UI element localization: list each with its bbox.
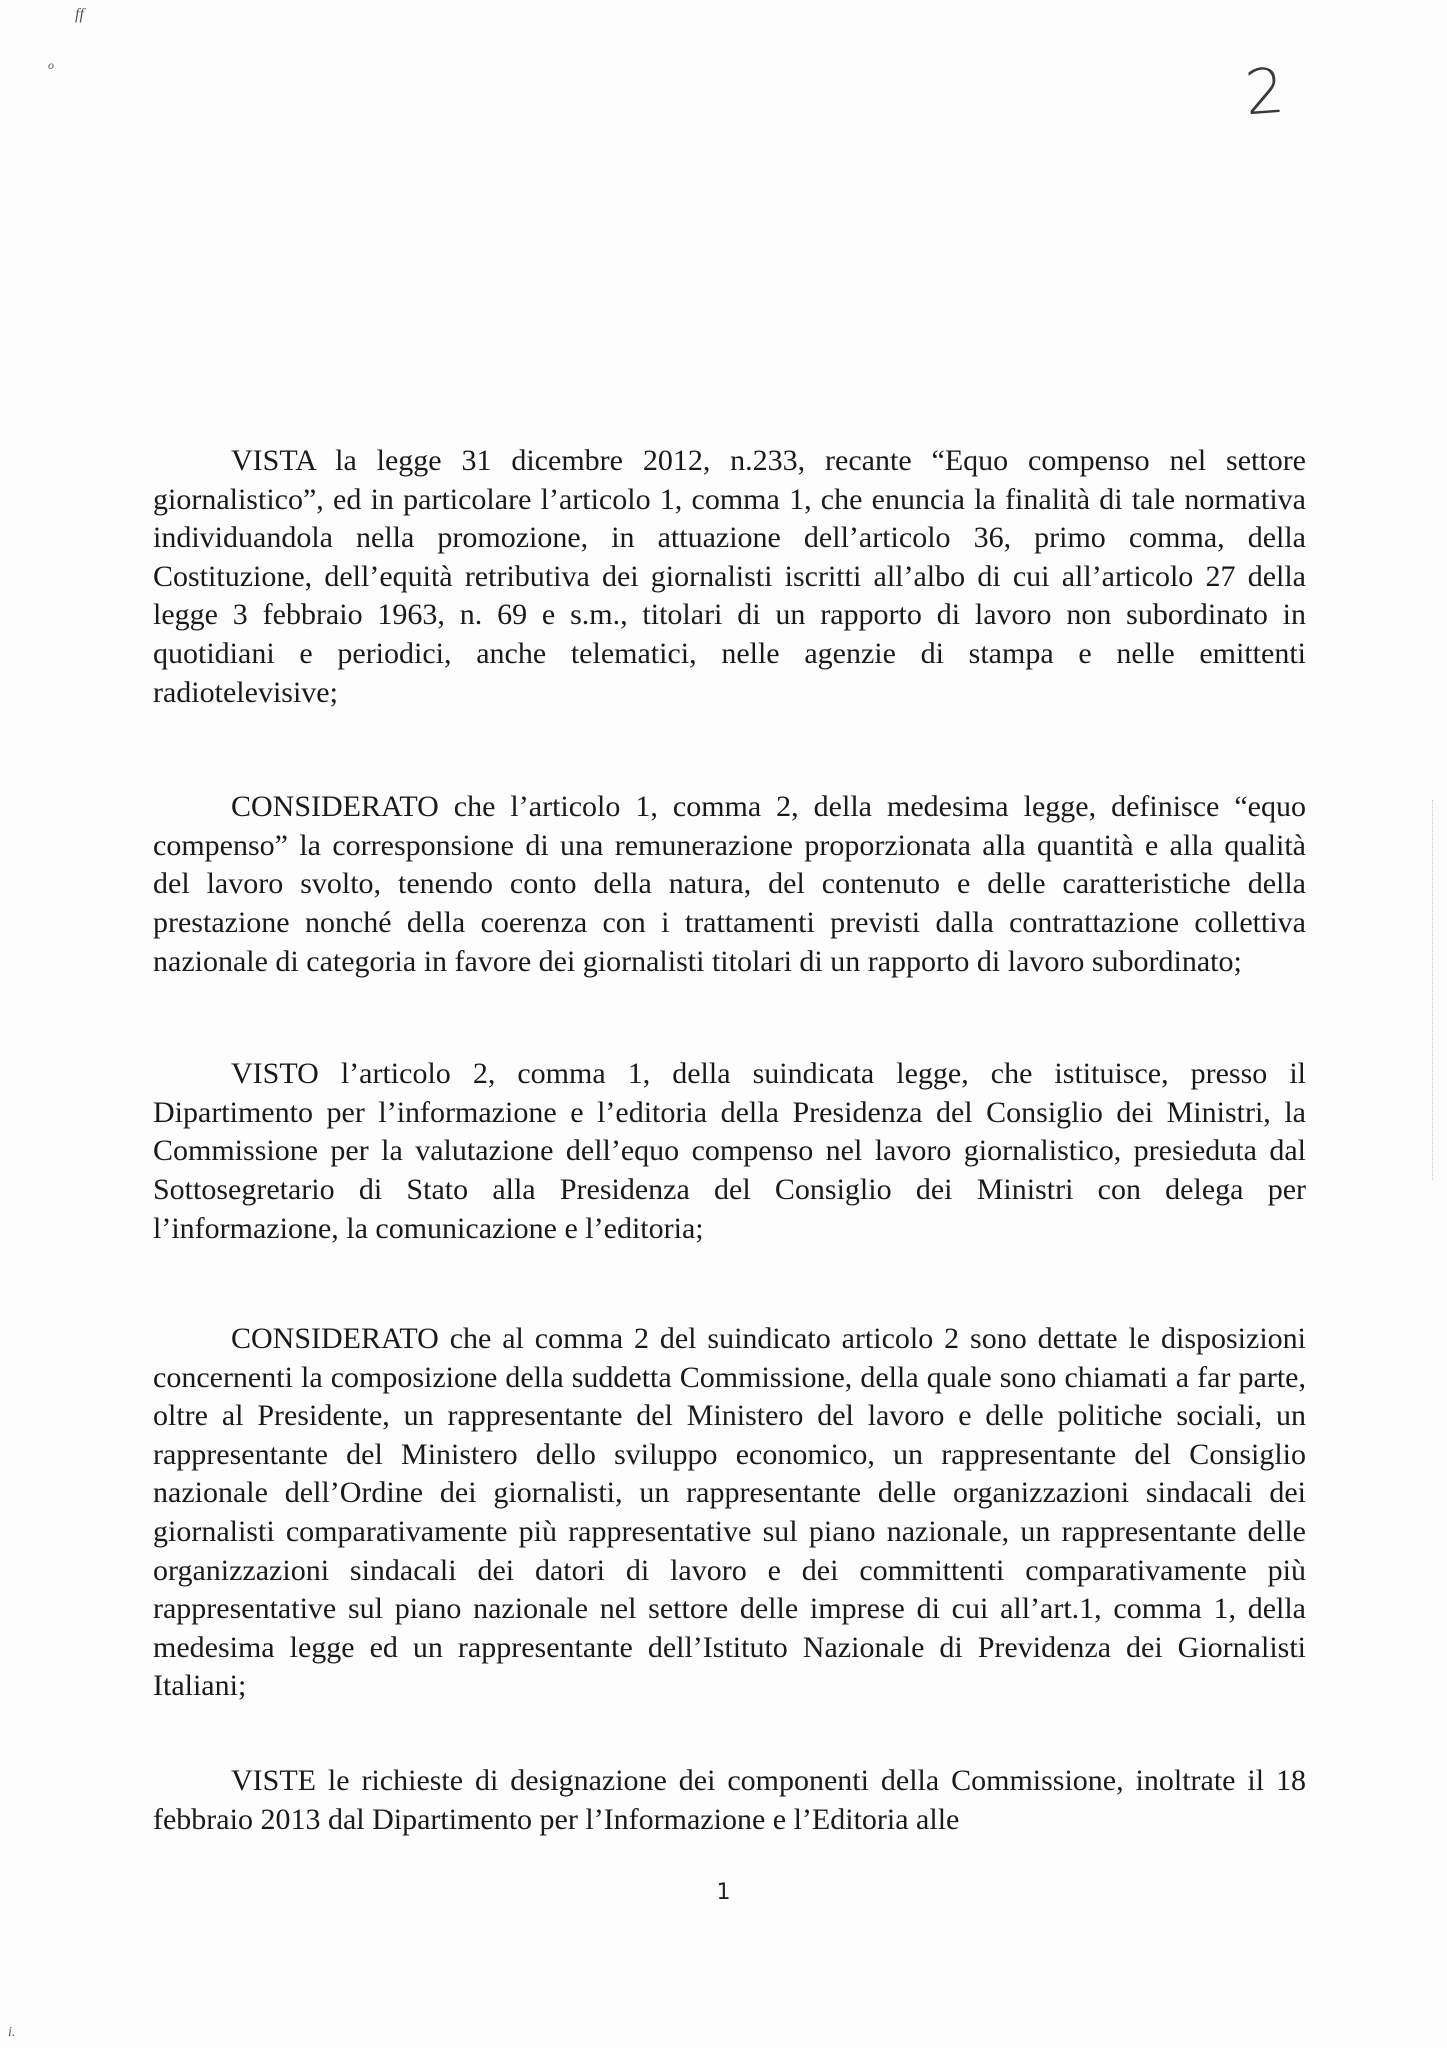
paragraph-visto-articolo-2: VISTO l’articolo 2, comma 1, della suindicata legge, che istituisce, presso il Dipartimento per l’informazione e l’editoria della Presidenza del Consiglio dei Ministri, la Commissione per la valutazione dell’equo compenso nel lavoro giornalistico, presieduta dal Sottosegretario di Stato alla Presidenza del Consiglio dei Ministri con delega per l’informazione, la comunicazione e l’editoria; bbox=[153, 1057, 1306, 1245]
paragraph-considerato-commissione: CONSIDERATO che al comma 2 del suindicato articolo 2 sono dettate le disposizioni concernenti la composizione della suddetta Commissione, della quale sono chiamati a far parte, oltre al Presidente, un rappresentante del Ministero del lavoro e delle politiche sociali, un rappresentante del Ministero dello sviluppo economico, un rappresentante del Consiglio nazionale dell’Ordine dei giornalisti, un rappresentante delle organizzazioni sindacali dei giornalisti comparativamente più rappresentative sul piano nazionale, un rappresentante delle organizzazioni sindacali dei datori di lavoro e dei committenti comparativamente più rappresentative sul piano nazionale nel settore delle imprese di cui all’art.1, comma 1, della medesima legge ed un rappresentante dell’Istituto Nazionale di Previdenza dei Giornalisti Italiani; bbox=[153, 1322, 1306, 1703]
page-number: 1 bbox=[716, 1880, 731, 1905]
paragraph-considerato-equo-compenso: CONSIDERATO che l’articolo 1, comma 2, della medesima legge, definisce “equo compenso” la corresponsione di una remunerazione proporzionata alla quantità e alla qualità del lavoro svolto, tenendo conto della natura, del contenuto e delle caratteristiche della prestazione nonché della coerenza con i trattamenti previsti dalla contrattazione collettiva nazionale di categoria in favore dei giornalisti titolari di un rapporto di lavoro subordinato; bbox=[153, 790, 1306, 978]
document-body bbox=[153, 442, 1306, 1839]
handwritten-page-number: 2 bbox=[1242, 53, 1287, 130]
paragraph-viste-richieste: VISTE le richieste di designazione dei componenti della Commissione, inoltrate il 18 febbraio 2013 dal Dipartimento per l’Informazione e l’Editoria alle bbox=[153, 1764, 1306, 1836]
margin-mark-top: ff bbox=[75, 6, 84, 23]
margin-mark-bottom: i. bbox=[8, 2025, 16, 2040]
paragraph-vista-legge: VISTA la legge 31 dicembre 2012, n.233, recante “Equo compenso nel settore giornalistico”, ed in particolare l’articolo 1, comma 1, che enuncia la finalità di tale normativa individuandola nella promozione, in attuazione dell’articolo 36, primo comma, della Costituzione, dell’equità retributiva dei giornalisti iscritti all’albo di cui all’articolo 27 della legge 3 febbraio 1963, n. 69 e s.m., titolari di un rapporto di lavoro non subordinato in quotidiani e periodici, anche telematici, nelle agenzie di stampa e nelle emittenti radiotelevisive; bbox=[153, 444, 1306, 709]
scan-artifact bbox=[1430, 800, 1433, 1180]
margin-mark-dot: o bbox=[48, 58, 54, 72]
